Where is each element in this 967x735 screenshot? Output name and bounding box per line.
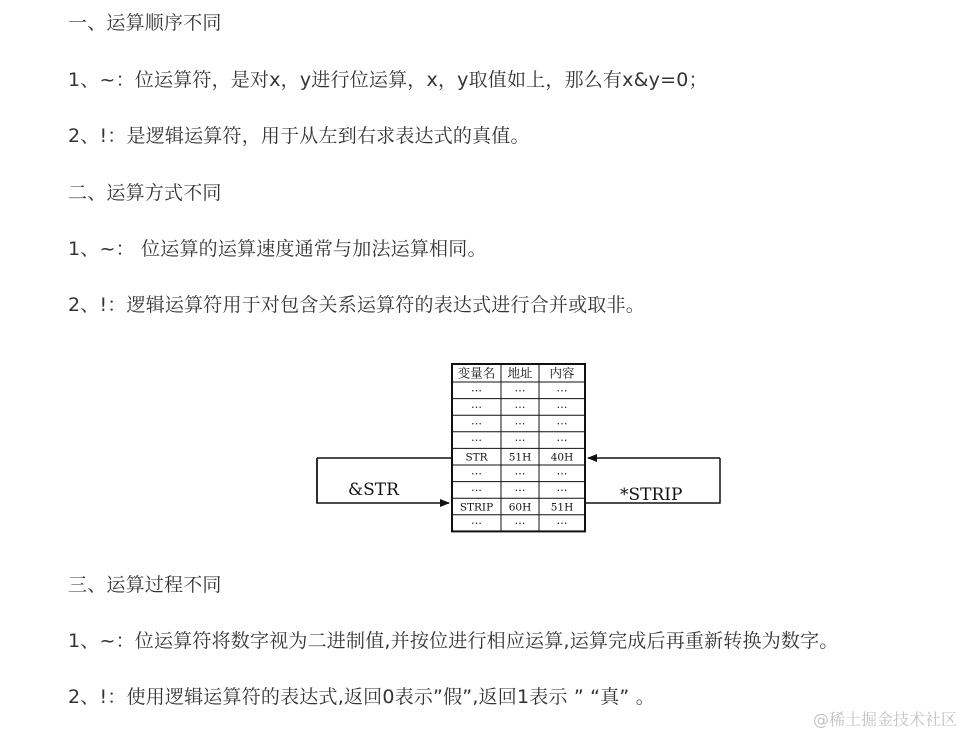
memory-diagram bbox=[315, 362, 725, 534]
table-cell: … bbox=[556, 381, 568, 395]
table-cell: … bbox=[471, 464, 482, 478]
table-cell: STR bbox=[465, 451, 488, 464]
section-1-heading: 一、运算顺序不同 bbox=[68, 12, 222, 34]
table-cell: … bbox=[471, 381, 482, 395]
table-cell: … bbox=[514, 381, 526, 395]
table-header-cell: 变量名 bbox=[457, 365, 496, 381]
section-2-item-1: 1、~： 位运算的运算速度通常与加法运算相同。 bbox=[68, 238, 487, 260]
left-arrow-label: &STR bbox=[348, 480, 399, 500]
table-cell: … bbox=[514, 480, 526, 494]
table-cell: … bbox=[514, 431, 526, 445]
table-cell: 51H bbox=[508, 451, 532, 464]
table-cell: … bbox=[471, 431, 482, 445]
section-3-item-1: 1、~：位运算符将数字视为二进制值,并按位进行相应运算,运算完成后再重新转换为数字。 bbox=[68, 630, 839, 652]
table-header-cell: 内容 bbox=[549, 365, 575, 381]
table-cell: 40H bbox=[550, 451, 574, 464]
table-cell: … bbox=[556, 414, 568, 428]
section-1-item-2: 2、!：是逻辑运算符，用于从左到右求表达式的真值。 bbox=[68, 125, 530, 147]
table-cell: … bbox=[556, 397, 568, 411]
memory-diagram-svg bbox=[315, 362, 725, 534]
section-3-item-2: 2、!：使用逻辑运算符的表达式,返回0表示”假”,返回1表示 ” “真” 。 bbox=[68, 686, 655, 708]
table-cell: … bbox=[556, 514, 568, 528]
section-3-heading: 三、运算过程不同 bbox=[68, 574, 222, 596]
table-cell: … bbox=[471, 480, 482, 494]
section-2-item-2: 2、!：逻辑运算符用于对包含关系运算符的表达式进行合并或取非。 bbox=[68, 294, 645, 316]
table-cell: … bbox=[514, 514, 526, 528]
table-cell: … bbox=[514, 414, 526, 428]
table-cell: 51H bbox=[550, 501, 574, 514]
table-cell: … bbox=[514, 464, 526, 478]
table-cell: … bbox=[471, 414, 482, 428]
table-cell: … bbox=[471, 514, 482, 528]
table-cell: … bbox=[556, 480, 568, 494]
watermark: @稀土掘金技术社区 bbox=[812, 710, 957, 729]
table-cell: … bbox=[514, 397, 526, 411]
table-cell: … bbox=[556, 431, 568, 445]
table-header-cell: 地址 bbox=[507, 365, 533, 381]
table-cell: … bbox=[556, 464, 568, 478]
section-1-item-1: 1、~：位运算符，是对x，y进行位运算，x，y取值如上，那么有x&y=0； bbox=[68, 69, 708, 91]
section-2-heading: 二、运算方式不同 bbox=[68, 182, 222, 204]
table-cell: STRIP bbox=[459, 501, 494, 514]
table-cell: … bbox=[471, 397, 482, 411]
right-arrow-label: *STRIP bbox=[620, 485, 683, 505]
table-cell: 60H bbox=[508, 501, 532, 514]
